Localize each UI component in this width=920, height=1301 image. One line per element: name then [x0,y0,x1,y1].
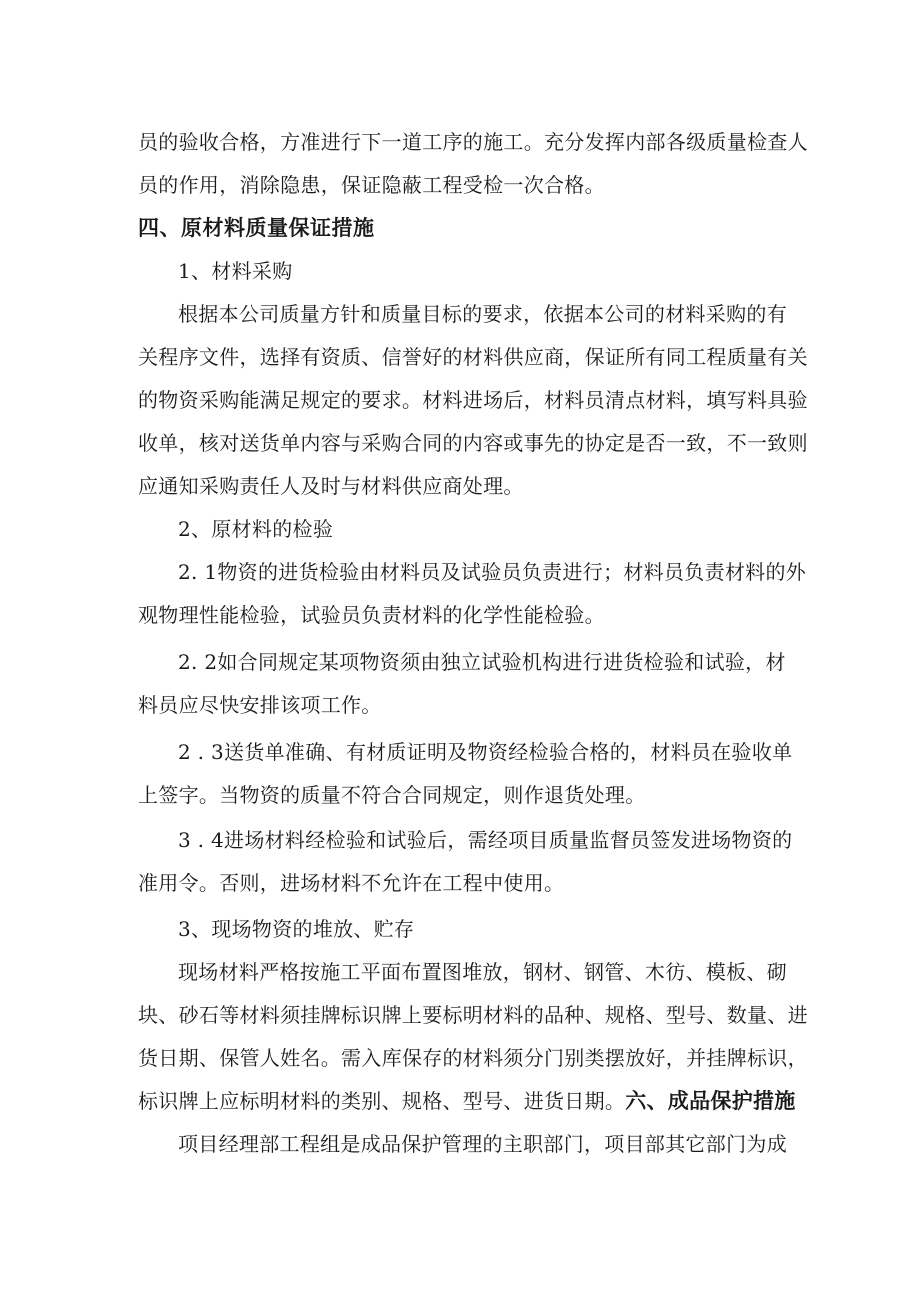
paragraph-line: 应通知采购责任人及时与材料供应商处理。 [138,474,524,498]
subsection-heading: 1、材料采购 [178,259,293,283]
subsection-heading: 3、现场物资的堆放、贮存 [178,917,415,941]
section-heading-inline: 六、成品保护措施 [625,1089,796,1113]
paragraph-line: 员的验收合格，方准进行下一道工序的施工。充分发挥内部各级质量检查人 [138,130,808,154]
paragraph-line: 块、砂石等材料须挂牌标识牌上要标明材料的品种、规格、型号、数量、进 [138,1003,808,1027]
paragraph-line: 关程序文件，选择有资质、信誉好的材料供应商，保证所有同工程质量有关 [138,345,808,369]
paragraph-line: 项目经理部工程组是成品保护管理的主职部门，项目部其它部门为成 [178,1132,787,1156]
paragraph-line: 2 . 3送货单准确、有材质证明及物资经检验合格的，材料员在验收单 [178,740,793,764]
paragraph-line: 收单，核对送货单内容与采购合同的内容或事先的协定是否一致，不一致则 [138,431,808,455]
paragraph-line: 货日期、保管人姓名。需入库保存的材料须分门别类摆放好，并挂牌标识， [138,1046,808,1070]
paragraph-line: 的物资采购能满足规定的要求。材料进场后，材料员清点材料，填写料具验 [138,388,808,412]
paragraph-line: 料员应尽快安排该项工作。 [138,693,382,717]
paragraph-line [138,1087,798,1115]
paragraph-line: 准用令。否则，进场材料不允许在工程中使用。 [138,871,565,895]
section-heading: 四、原材料质量保证措施 [138,216,375,240]
paragraph-line: 现场材料严格按施工平面布置图堆放，钢材、钢管、木彷、模板、砌 [178,960,787,984]
subsection-heading: 2、原材料的检验 [178,517,334,541]
paragraph-line: 观物理性能检验，试验员负责材料的化学性能检验。 [138,603,605,627]
paragraph-line: 3 . 4进场材料经检验和试验后，需经项目质量监督员签发进场物资的 [178,828,793,852]
paragraph-line: 员的作用，消除隐患，保证隐蔽工程受检一次合格。 [138,173,605,197]
paragraph-line: 上签字。当物资的质量不符合合同规定，则作退货处理。 [138,783,646,807]
paragraph-line: 2. 1物资的进货检验由材料员及试验员负责进行；材料员负责材料的外 [178,560,807,584]
paragraph-line: 2. 2如合同规定某项物资须由独立试验机构进行进货检验和试验，材 [178,650,786,674]
paragraph-text: 标识牌上应标明材料的类别、规格、型号、进货日期。 [138,1089,626,1113]
paragraph-line: 根据本公司质量方针和质量目标的要求，依据本公司的材料采购的有 [178,302,787,326]
